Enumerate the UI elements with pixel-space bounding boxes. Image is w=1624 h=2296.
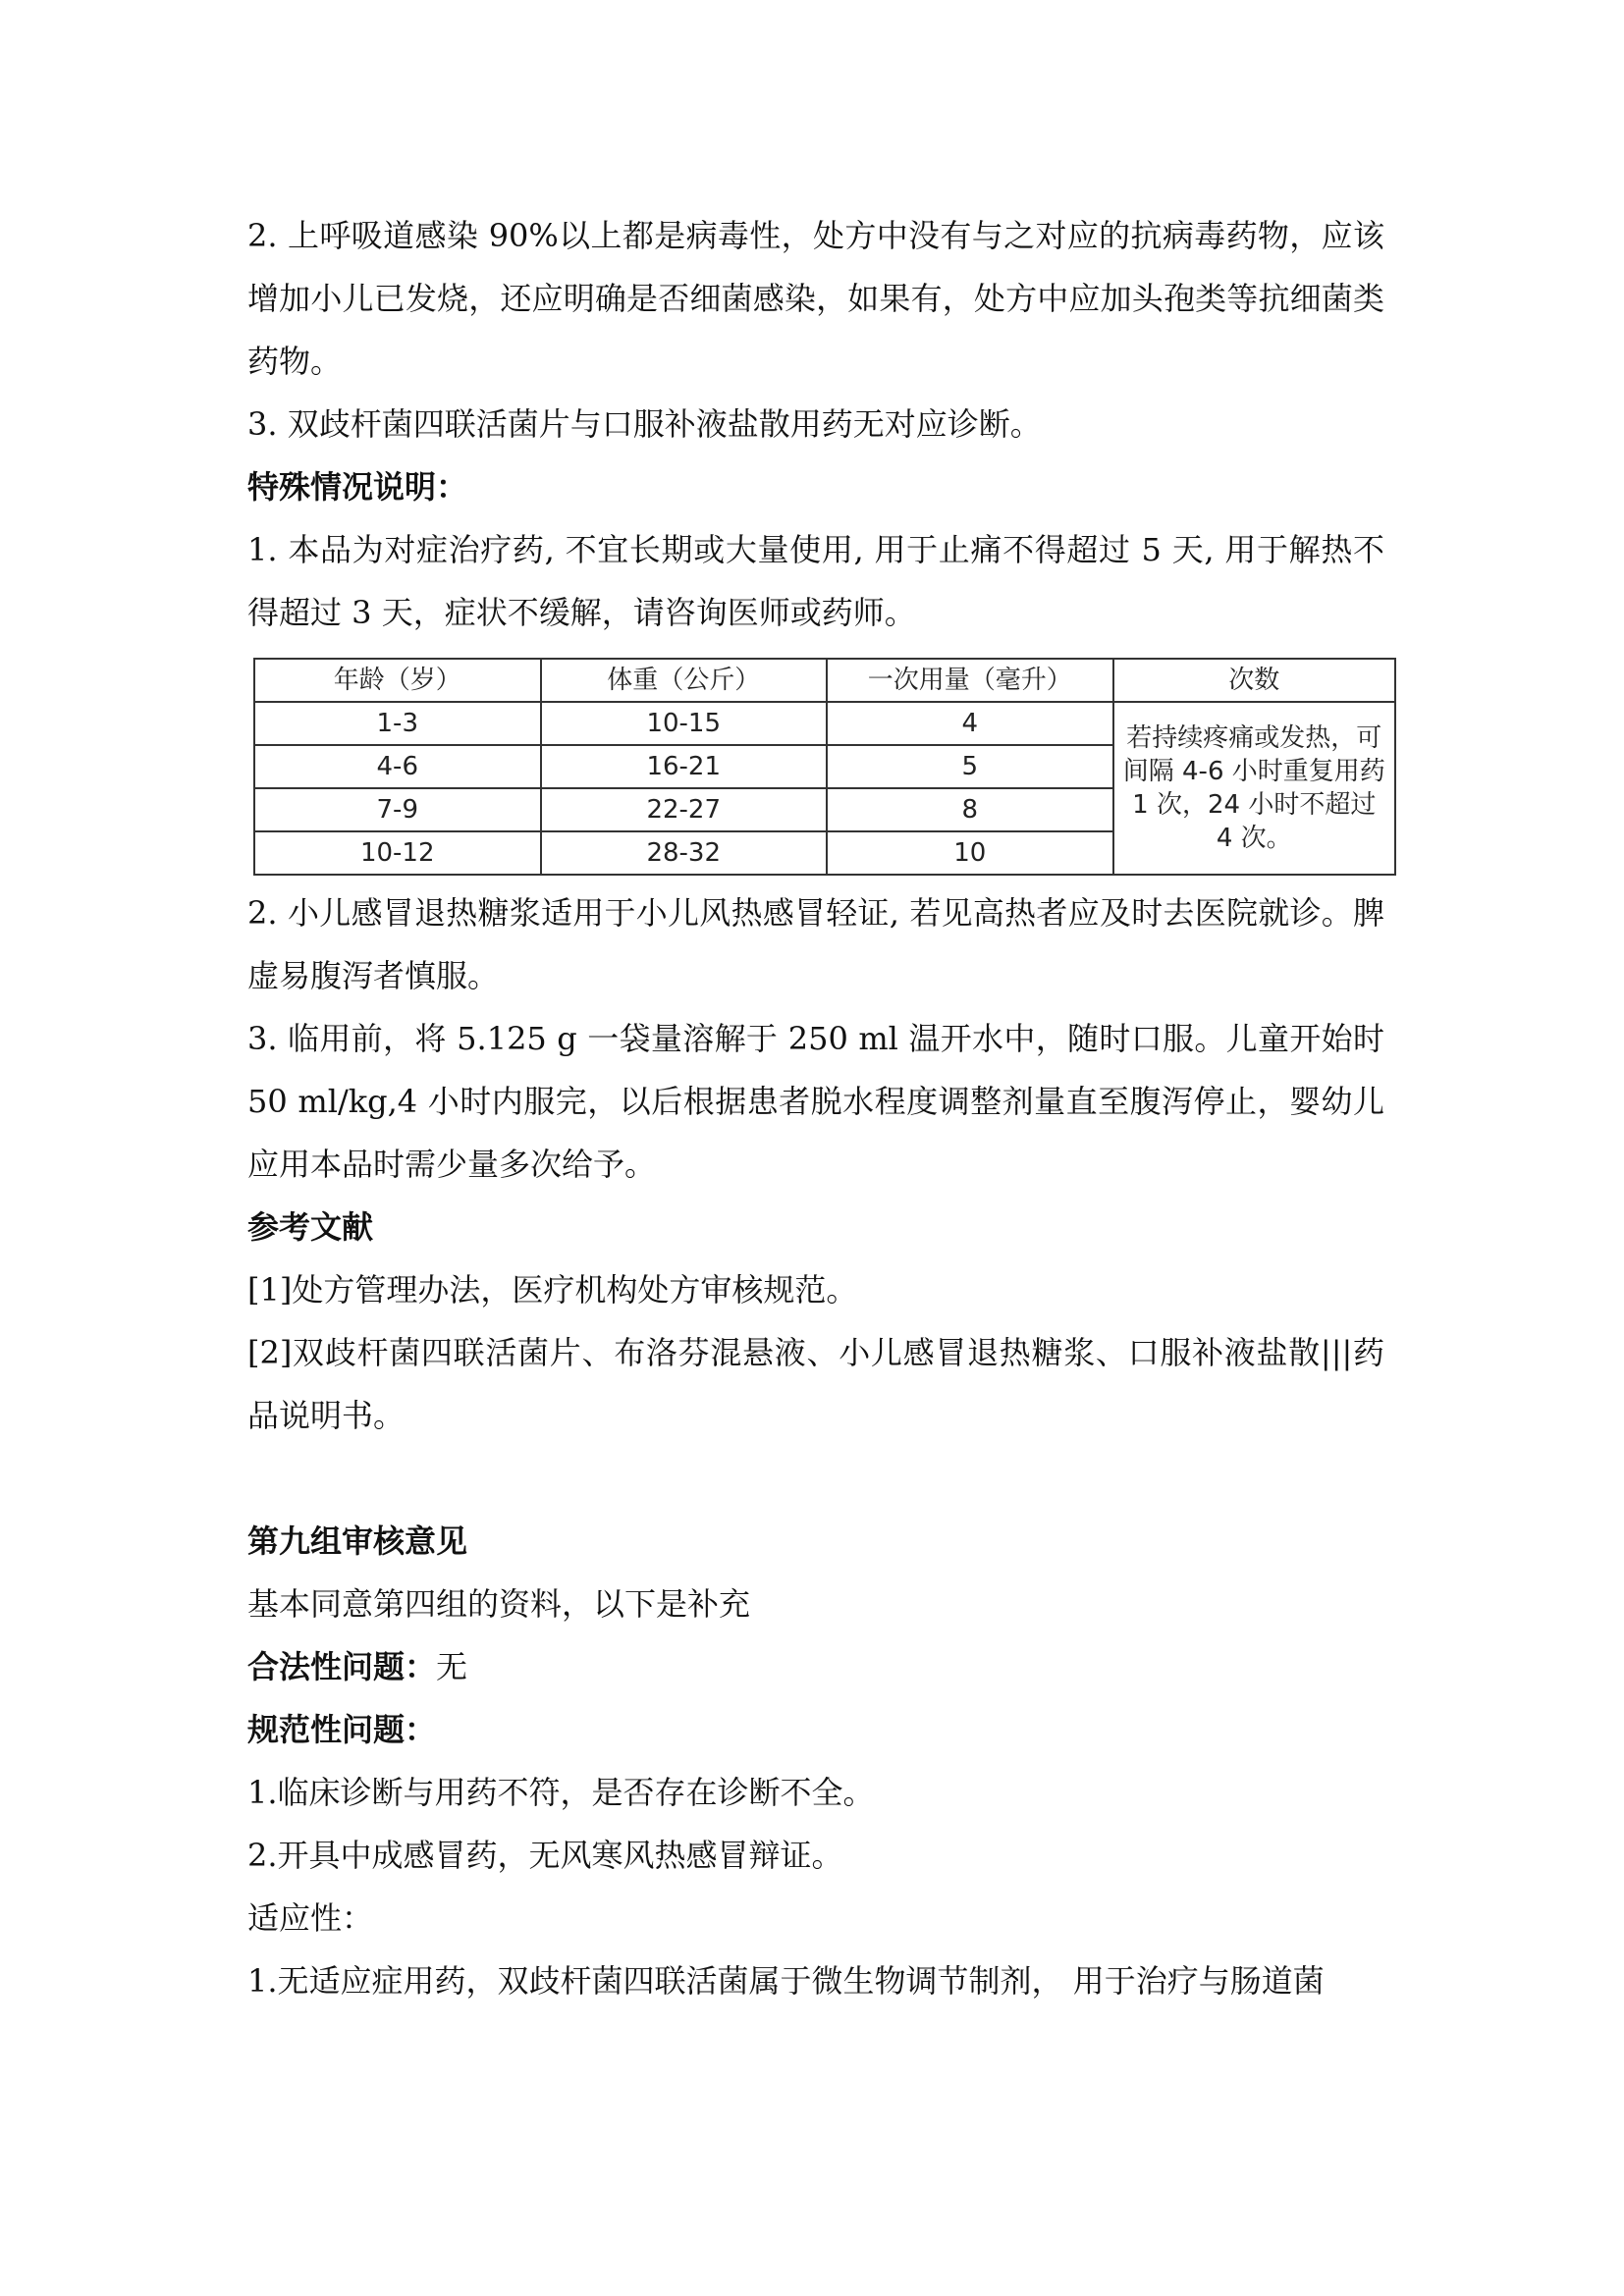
standard-issue-1: 1.临床诊断与用药不符，是否存在诊断不全。 <box>247 1774 875 1811</box>
legality-label: 合法性问题： <box>247 1648 437 1685</box>
cell-weight: 16-21 <box>541 745 828 788</box>
standard-issue-2: 2.开具中成感冒药，无风寒风热感冒辩证。 <box>247 1837 843 1874</box>
dosage-table-figure <box>253 658 1396 876</box>
header-weight: 体重（公斤） <box>541 659 828 702</box>
legality-line <box>247 1635 1384 1698</box>
cell-weight: 28-32 <box>541 831 828 875</box>
paragraph-ors-usage: 3. 临用前，将 5.125 g 一袋量溶解于 250 ml 温开水中，随时口服。儿童开始时 50 ml/kg,4 小时内服完，以后根据患者脱水程度调整剂量直至腹泻停止，婴幼儿应用本品时需少量多次给予。 <box>247 1020 1384 1183</box>
header-age: 年龄（岁） <box>254 659 541 702</box>
paragraph-cold-syrup: 2. 小儿感冒退热糖浆适用于小儿风热感冒轻证, 若见高热者应及时去医院就诊。脾虚易腹泻者慎服。 <box>247 894 1384 994</box>
cell-dose: 8 <box>827 788 1113 831</box>
section-spacer <box>247 1447 1384 1510</box>
table-header-row <box>254 659 1395 702</box>
cell-age: 1-3 <box>254 702 541 745</box>
cell-dose: 4 <box>827 702 1113 745</box>
cell-weight: 22-27 <box>541 788 828 831</box>
cell-weight: 10-15 <box>541 702 828 745</box>
cell-age: 7-9 <box>254 788 541 831</box>
table-row <box>254 702 1395 745</box>
legality-value: 无 <box>436 1648 468 1685</box>
cell-dose: 10 <box>827 831 1113 875</box>
reference-2: [2]双歧杆菌四联活菌片、布洛芬混悬液、小儿感冒退热糖浆、口服补液盐散|||药品说明书。 <box>247 1334 1384 1434</box>
document-body <box>247 204 1384 2012</box>
heading-standard-issues: 规范性问题： <box>247 1711 437 1748</box>
header-dose: 一次用量（毫升） <box>827 659 1113 702</box>
paragraph-group9-intro: 基本同意第四组的资料，以下是补充 <box>247 1585 751 1623</box>
paragraph-symptomatic-use: 1. 本品为对症治疗药, 不宜长期或大量使用, 用于止痛不得超过 5 天, 用于解热不得超过 3 天，症状不缓解，请咨询医师或药师。 <box>247 531 1384 631</box>
cell-age: 4-6 <box>254 745 541 788</box>
cell-frequency-note: 若持续疼痛或发热，可间隔 4-6 小时重复用药 1 次，24 小时不超过 4 次。 <box>1113 702 1396 875</box>
paragraph-no-diagnosis: 3. 双歧杆菌四联活菌片与口服补液盐散用药无对应诊断。 <box>247 405 1042 443</box>
heading-special-notes: 特殊情况说明： <box>247 468 468 506</box>
heading-group9: 第九组审核意见 <box>247 1522 468 1560</box>
heading-references: 参考文献 <box>247 1208 374 1246</box>
reference-1: [1]处方管理办法，医疗机构处方审核规范。 <box>247 1271 858 1308</box>
cell-age: 10-12 <box>254 831 541 875</box>
dosage-table <box>253 658 1396 876</box>
header-frequency: 次数 <box>1113 659 1396 702</box>
suitability-issue-1: 1.无适应症用药，双歧杆菌四联活菌属于微生物调节制剂， 用于治疗与肠道菌 <box>247 1962 1325 2000</box>
heading-suitability: 适应性： <box>247 1899 374 1937</box>
paragraph-infection-note: 2. 上呼吸道感染 90%以上都是病毒性，处方中没有与之对应的抗病毒药物，应该增加小儿已发烧，还应明确是否细菌感染，如果有，处方中应加头孢类等抗细菌类药物。 <box>247 217 1384 380</box>
cell-dose: 5 <box>827 745 1113 788</box>
